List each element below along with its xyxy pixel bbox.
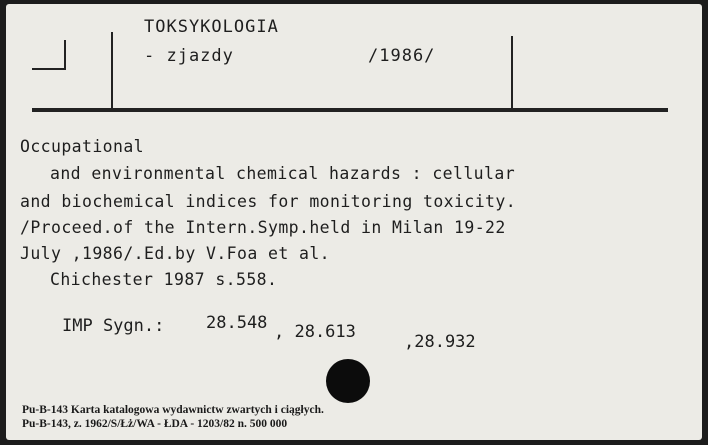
catalog-card [6,4,702,440]
entry-line-3: and biochemical indices for monitoring toxicity. [20,192,517,211]
printer-imprint-line-1: Pu-B-143 Karta katalogowa wydawnictw zwartych i ciągłych. [22,404,324,416]
card-punch-hole [326,359,370,403]
corner-mark-vertical [64,40,66,70]
heading-subdivision: - zjazdy [144,46,234,66]
signature-number-3: ,28.932 [404,332,476,352]
signature-number-2: , 28.613 [274,322,356,342]
heading-year: /1986/ [368,46,436,66]
corner-mark-horizontal [32,68,66,70]
signature-label: IMP Sygn.: [62,316,165,336]
left-margin-line [111,32,113,112]
right-margin-line [511,36,513,112]
entry-line-1: Occupational [20,137,145,156]
header-rule [32,108,668,112]
entry-line-5: July ,1986/.Ed.by V.Foa et al. [20,244,331,263]
printer-imprint-line-2: Pu-B-143, z. 1962/S/Łż/WA - ŁDA - 1203/82 n. 500 000 [22,418,288,430]
heading-subject: TOKSYKOLOGIA [144,17,279,37]
entry-line-4: /Proceed.of the Intern.Symp.held in Milan 19-22 [20,218,506,237]
entry-line-2: and environmental chemical hazards : cellular [50,164,516,183]
entry-line-6: Chichester 1987 s.558. [50,270,278,289]
signature-number-1: 28.548 [206,313,268,333]
